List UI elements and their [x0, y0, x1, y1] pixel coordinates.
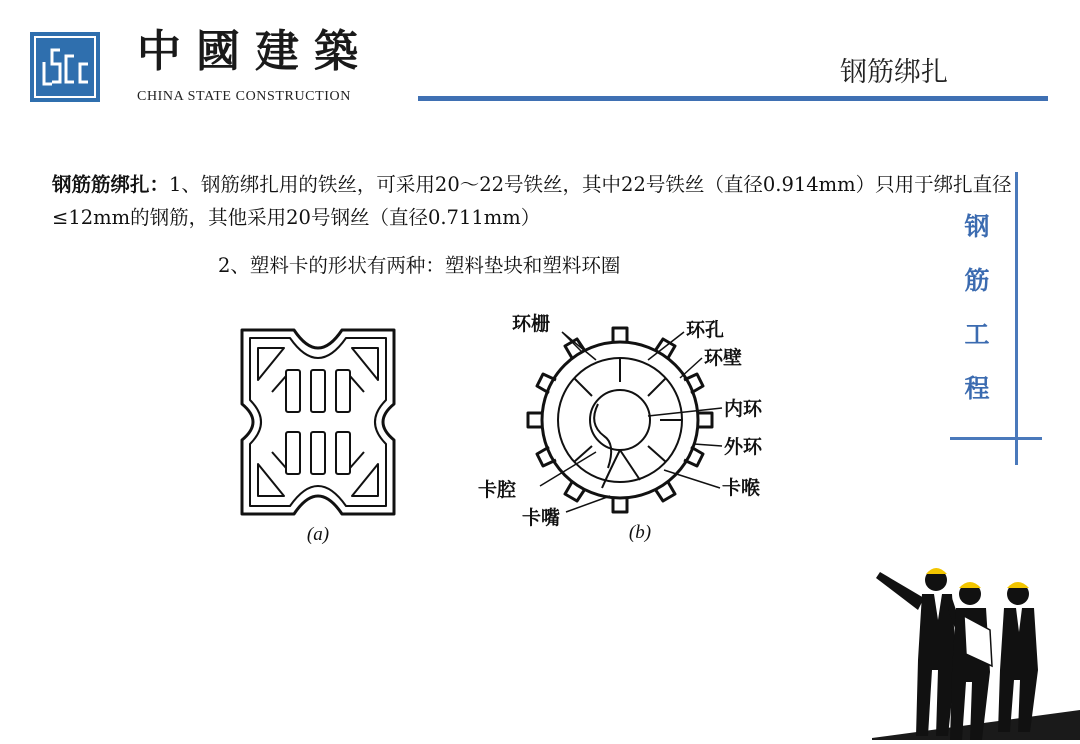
- section-tab: [957, 200, 997, 416]
- figure-b-label: (b): [628, 522, 652, 543]
- figure-b-plastic-ring: [470, 300, 780, 554]
- callout-ring-hole: 环孔: [686, 319, 725, 341]
- construction-workers-illustration: [852, 560, 1080, 744]
- point-1-text: 1、钢筋绑扎用的铁丝，可采用20～22号铁丝，其中22号铁丝（直径0.914mm）只用于绑扎直径≤12mm的钢筋，其他采用20号钢丝（直径0.711mm）: [52, 173, 1012, 229]
- side-divider-horizontal: [950, 437, 1042, 440]
- callout-clip-mouth: 卡嘴: [522, 507, 561, 529]
- brand-name-chinese: 中國建築: [137, 26, 373, 77]
- figure-a-plastic-block: [228, 318, 408, 552]
- paragraph-lead: 钢筋筋绑扎：: [52, 173, 170, 196]
- callout-clip-throat: 卡喉: [722, 477, 761, 499]
- callout-clip-cavity: 卡腔: [478, 479, 517, 501]
- section-tab-char: 筋: [964, 266, 990, 295]
- section-tab-char: 钢: [964, 212, 990, 241]
- section-tab-char: 程: [964, 374, 990, 403]
- callout-inner-ring: 内环: [724, 398, 763, 420]
- side-divider-vertical: [1015, 172, 1018, 465]
- brand-name-english: CHINA STATE CONSTRUCTION: [137, 89, 351, 104]
- slide-title: 钢筋绑扎: [840, 57, 948, 88]
- section-tab-char: 工: [964, 320, 990, 349]
- header-divider: [418, 96, 1048, 101]
- cscec-logo-icon: [30, 32, 100, 102]
- callout-ring-grid: 环栅: [512, 313, 551, 335]
- callout-ring-wall: 环壁: [704, 347, 743, 369]
- point-2-text: 2、塑料卡的形状有两种：塑料垫块和塑料环圈: [218, 254, 621, 277]
- figure-a-label: (a): [306, 524, 330, 545]
- body-paragraph: [52, 168, 1012, 234]
- callout-outer-ring: 外环: [724, 436, 763, 458]
